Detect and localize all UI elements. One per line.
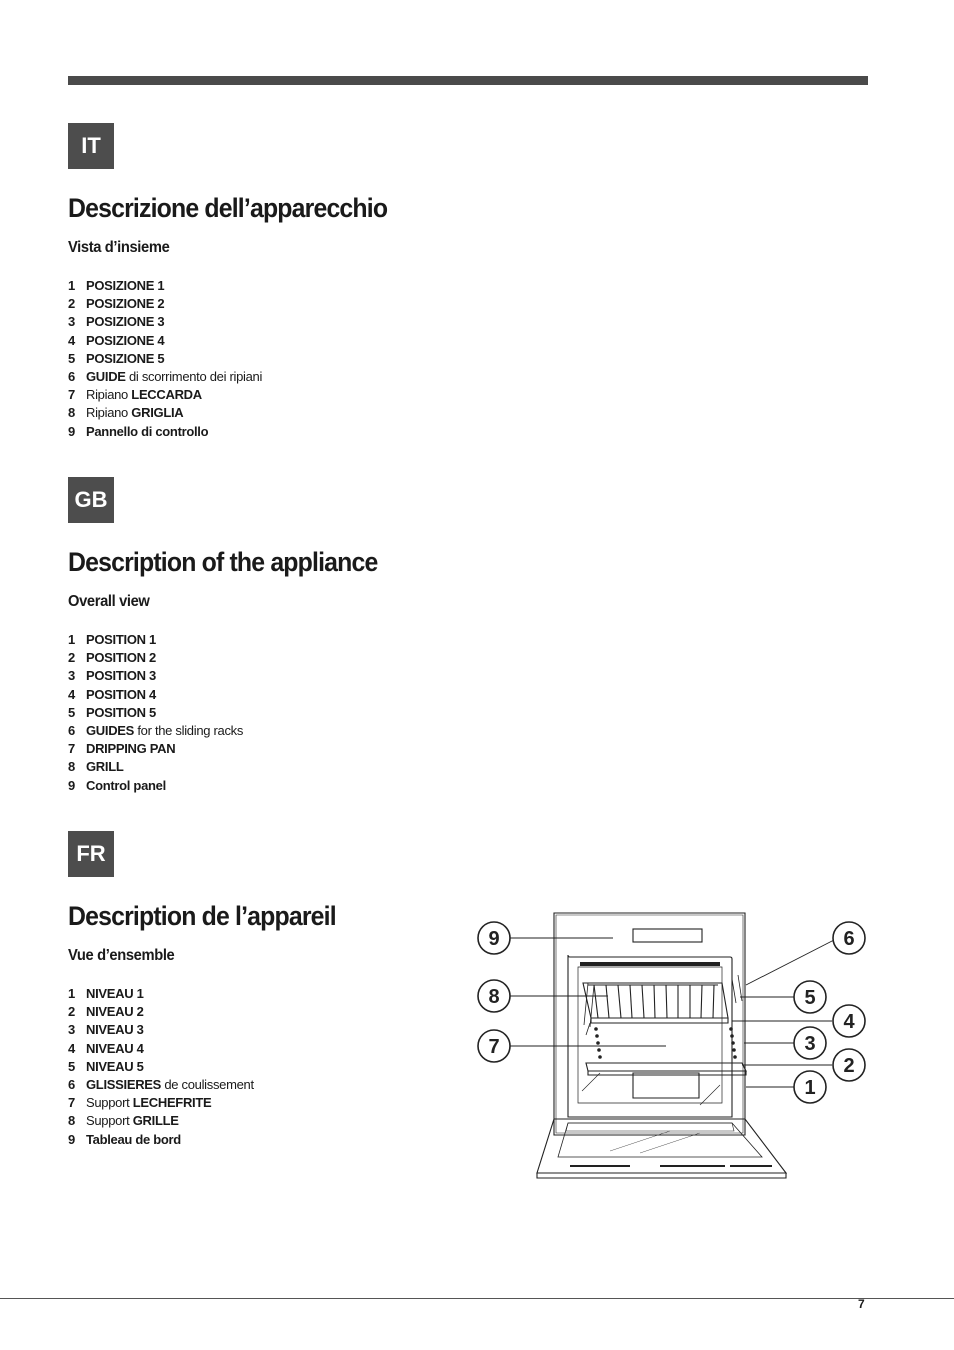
list-item: 6 GUIDES for the sliding racks (68, 723, 244, 739)
oven-body (554, 913, 745, 1135)
section-title-gb: Description of the appliance (68, 547, 378, 577)
list-item: 1 POSIZIONE 1 (68, 278, 165, 293)
list-item: 6 GLISSIERES de coulissement (68, 1077, 254, 1093)
svg-text:2: 2 (843, 1055, 855, 1077)
svg-text:7: 7 (488, 1036, 500, 1058)
list-item: 7 Ripiano LECCARDA (68, 387, 202, 403)
section-fr (68, 831, 488, 1149)
list-item: 4 NIVEAU 4 (68, 1040, 144, 1056)
section-title-fr: Description de l’appareil (68, 901, 336, 931)
list-item: 2 POSIZIONE 2 (68, 296, 165, 312)
language-badge-fr: FR (68, 831, 114, 877)
footer-rule (0, 1298, 954, 1299)
grill-shelf (583, 983, 728, 1023)
list-item: 1 POSITION 1 (68, 632, 156, 647)
callout-3 (794, 1027, 826, 1059)
list-item: 8 GRILL (68, 759, 124, 775)
section-it (68, 123, 488, 441)
callout-2 (833, 1049, 865, 1081)
control-panel-display (633, 929, 702, 942)
list-item: 8 Ripiano GRIGLIA (68, 405, 184, 421)
section-gb (68, 477, 488, 795)
list-item: 6 GUIDE di scorrimento dei ripiani (68, 369, 263, 385)
list-item: 3 POSITION 3 (68, 668, 156, 684)
list-item: 5 NIVEAU 5 (68, 1058, 144, 1074)
svg-text:3: 3 (804, 1033, 816, 1055)
list-item: 1 NIVEAU 1 (68, 986, 144, 1001)
list-item: 7 DRIPPING PAN (68, 741, 176, 757)
callout-1 (794, 1071, 826, 1103)
list-item: 9 Pannello di controllo (68, 423, 209, 439)
oven-door (537, 1119, 786, 1178)
callout-6 (833, 922, 865, 954)
list-item: 2 NIVEAU 2 (68, 1004, 144, 1020)
list-item: 2 POSITION 2 (68, 650, 156, 666)
parts-list-it (68, 277, 488, 441)
list-item: 3 NIVEAU 3 (68, 1022, 144, 1038)
oven-cavity (568, 955, 732, 1117)
list-item: 9 Control panel (68, 777, 166, 793)
top-rule (68, 76, 868, 85)
section-subtitle-gb: Overall view (68, 593, 150, 610)
rear-panel (633, 1073, 699, 1098)
parts-list-gb (68, 631, 488, 795)
callout-8 (478, 980, 510, 1012)
callout-5 (794, 981, 826, 1013)
section-title-it: Descrizione dell’apparecchio (68, 193, 388, 223)
language-badge-gb: GB (68, 477, 114, 523)
svg-text:5: 5 (804, 987, 816, 1009)
svg-text:6: 6 (843, 928, 855, 950)
list-item: 3 POSIZIONE 3 (68, 314, 165, 330)
svg-text:8: 8 (488, 986, 500, 1008)
svg-text:9: 9 (488, 928, 500, 950)
list-item: 4 POSITION 4 (68, 686, 156, 702)
parts-list-fr (68, 985, 488, 1149)
list-item: 4 POSIZIONE 4 (68, 332, 165, 348)
list-item: 8 Support GRILLE (68, 1113, 179, 1129)
section-subtitle-it: Vista d’insieme (68, 239, 170, 256)
page-number: 7 (858, 1297, 865, 1311)
list-item: 5 POSIZIONE 5 (68, 350, 165, 366)
callout-4 (833, 1005, 865, 1037)
list-item: 9 Tableau de bord (68, 1131, 181, 1147)
oven-diagram (470, 905, 880, 1185)
callout-leaders (509, 938, 834, 1087)
list-item: 5 POSITION 5 (68, 704, 156, 720)
side-guides-right (732, 975, 742, 1003)
section-subtitle-fr: Vue d’ensemble (68, 947, 175, 964)
svg-text:4: 4 (843, 1011, 855, 1033)
language-badge-it: IT (68, 123, 114, 169)
svg-text:1: 1 (804, 1077, 816, 1099)
list-item: 7 Support LECHEFRITE (68, 1095, 212, 1111)
callout-9 (478, 922, 510, 954)
callout-7 (478, 1030, 510, 1062)
